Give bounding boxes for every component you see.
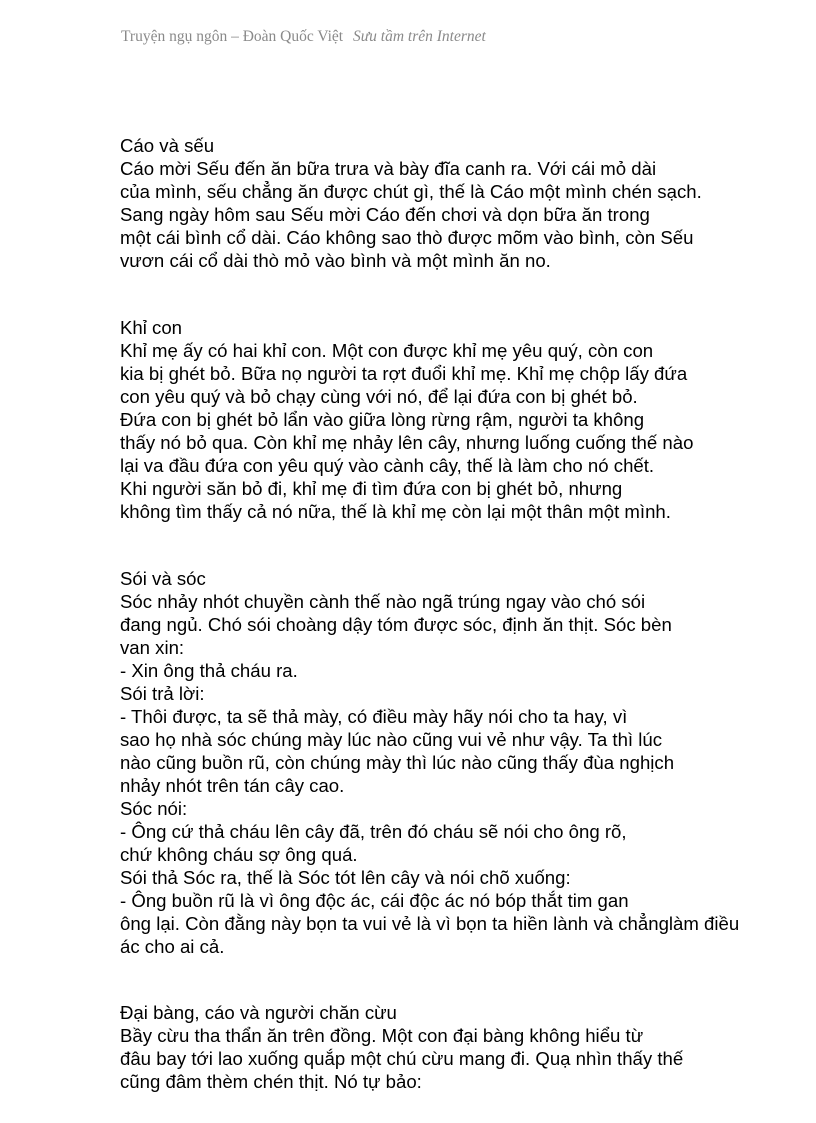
text-line: - Xin ông thả cháu ra. <box>120 660 298 681</box>
text-line: Sói trả lời: <box>120 683 205 704</box>
text-line: - Ông buồn rũ là vì ông độc ác, cái độc ác nó bóp thắt tim gan <box>120 890 629 911</box>
text-line: vươn cái cổ dài thò mỏ vào bình và một mình ăn no. <box>120 250 551 271</box>
story-title: Sói và sóc <box>120 568 206 589</box>
text-line: ông lại. Còn đằng này bọn ta vui vẻ là vì bọn ta hiền lành và chẳnglàm điều <box>120 913 740 934</box>
text-line: nhảy nhót trên tán cây cao. <box>120 775 345 796</box>
story-title: Khỉ con <box>120 317 183 338</box>
story-eagle-fox-shepherd <box>120 1001 683 1093</box>
running-header <box>121 28 486 46</box>
text-line: lại va đầu đứa con yêu quý vào cành cây, thế là làm cho nó chết. <box>120 455 655 476</box>
text-line: sao họ nhà sóc chúng mày lúc nào cũng vui vẻ như vậy. Ta thì lúc <box>120 729 663 750</box>
text-line: Sói thả Sóc ra, thế là Sóc tót lên cây và nói chõ xuống: <box>120 867 571 888</box>
collection-title: Truyện ngụ ngôn – Đoàn Quốc Việt <box>121 28 344 45</box>
text-line: Khỉ mẹ ấy có hai khỉ con. Một con được khỉ mẹ yêu quý, còn con <box>120 340 654 361</box>
text-line: Khi người săn bỏ đi, khỉ mẹ đi tìm đứa con bị ghét bỏ, nhưng <box>120 478 623 499</box>
story-title: Đại bàng, cáo và người chăn cừu <box>120 1002 397 1023</box>
text-line: cũng đâm thèm chén thịt. Nó tự bảo: <box>120 1071 422 1092</box>
text-line: - Thôi được, ta sẽ thả mày, có điều mày hãy nói cho ta hay, vì <box>120 706 628 727</box>
text-line: van xin: <box>120 637 185 658</box>
text-line: không tìm thấy cả nó nữa, thế là khỉ mẹ còn lại một thân một mình. <box>120 501 671 522</box>
text-line: Cáo mời Sếu đến ăn bữa trưa và bày đĩa canh ra. Với cái mỏ dài <box>120 158 657 179</box>
text-line: đang ngủ. Chó sói choàng dậy tóm được sóc, định ăn thịt. Sóc bèn <box>120 614 672 635</box>
text-line: một cái bình cổ dài. Cáo không sao thò được mõm vào bình, còn Sếu <box>120 227 694 248</box>
text-line: - Ông cứ thả cháu lên cây đã, trên đó cháu sẽ nói cho ông rõ, <box>120 821 627 842</box>
text-line: thấy nó bỏ qua. Còn khỉ mẹ nhảy lên cây, nhưng luống cuống thế nào <box>120 432 694 453</box>
text-line: chứ không cháu sợ ông quá. <box>120 844 358 865</box>
text-line: nào cũng buồn rũ, còn chúng mày thì lúc nào cũng thấy đùa nghịch <box>120 752 675 773</box>
story-wolf-and-squirrel <box>120 567 739 958</box>
text-line: của mình, sếu chẳng ăn được chút gì, thế là Cáo một mình chén sạch. <box>120 181 702 202</box>
text-line: kia bị ghét bỏ. Bữa nọ người ta rợt đuổi khỉ mẹ. Khỉ mẹ chộp lấy đứa <box>120 363 688 384</box>
source-note: Sưu tầm trên Internet <box>352 28 486 45</box>
story-monkey-babies <box>120 316 693 523</box>
text-line: Bầy cừu tha thẩn ăn trên đồng. Một con đại bàng không hiểu từ <box>120 1025 644 1046</box>
text-line: ác cho ai cả. <box>120 936 225 957</box>
text-line: Sóc nói: <box>120 798 188 819</box>
text-line: Sóc nhảy nhót chuyền cành thế nào ngã trúng ngay vào chó sói <box>120 591 646 612</box>
text-line: Đứa con bị ghét bỏ lẩn vào giữa lòng rừng rậm, người ta không <box>120 409 645 430</box>
text-line: đâu bay tới lao xuống quắp một chú cừu mang đi. Quạ nhìn thấy thế <box>120 1048 684 1069</box>
story-title: Cáo và sếu <box>120 135 215 156</box>
text-line: Sang ngày hôm sau Sếu mời Cáo đến chơi và dọn bữa ăn trong <box>120 204 650 225</box>
story-fox-and-crane <box>120 134 702 272</box>
text-line: con yêu quý và bỏ chạy cùng với nó, để lại đứa con bị ghét bỏ. <box>120 386 638 407</box>
